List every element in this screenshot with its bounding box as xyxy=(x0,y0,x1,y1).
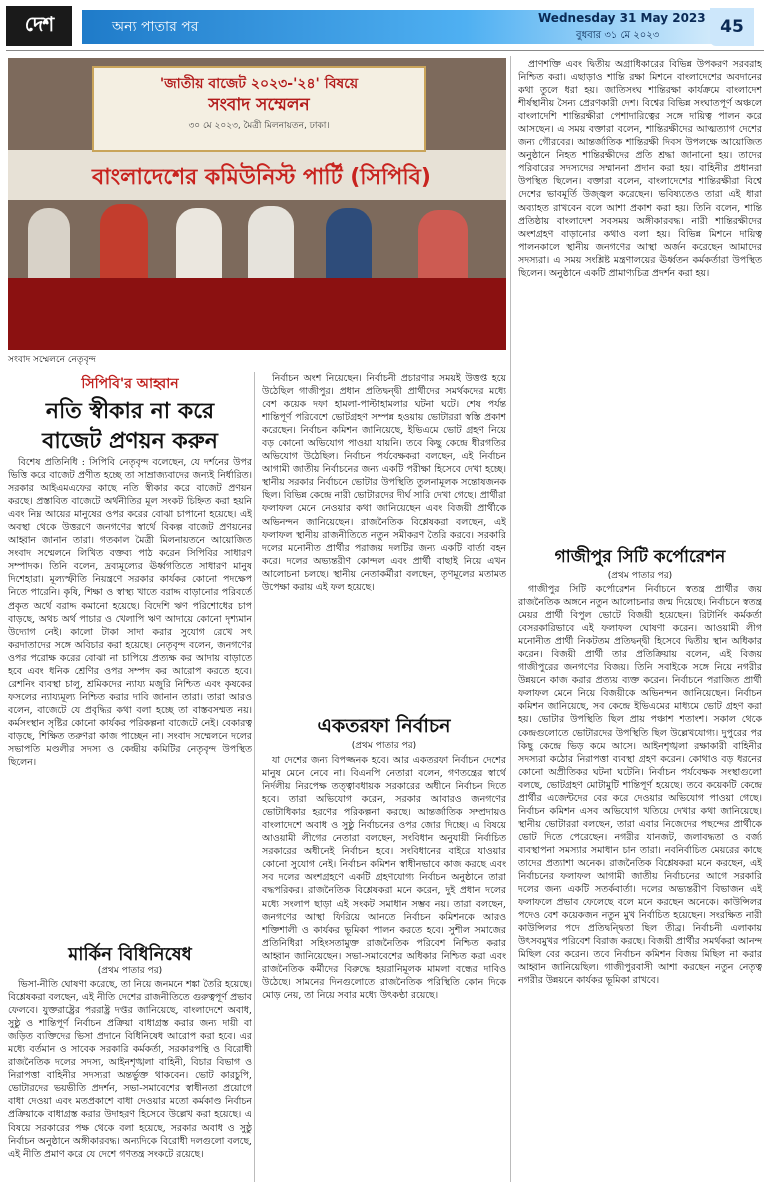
column-divider xyxy=(510,56,511,1182)
banner-line-1: 'জাতীয় বাজেট ২০২৩-'২৪' বিষয়ে xyxy=(159,76,359,92)
section-title: অন্য পাতার পর xyxy=(112,19,199,35)
article-text: যা দেশের জন্য বিপজ্জনক হবে। আর একতরফা নির্বাচন দেশের মানুষ মেনে নেবে না। বিএনপি নেতারা বলেন, গণতন্ত্রের স্বার্থে নির্দলীয় নিরপেক্ষ তত্ত্বাবধায়ক সরকারের অধীনে নির্বাচন দিতে হবে। তারা অভিযোগ করেন, সরকার আবারও জনগণের ভোটাধিকার হরণের পরিকল্পনা করছে। আন্তর্জাতিক সম্প্রদায়ও বাংলাদেশে অবাধ ও সুষ্ঠু নির্বাচনের ওপর জোর দিচ্ছে। এ বিষয়ে আওয়ামী লীগের নেতারা বলছেন, সংবিধান অনুযায়ী নির্বাচিত সরকারের অধীনেই নির্বাচন হবে। সংবিধানের বাইরে যাওয়ার কোনো সুযোগ নেই। নির্বাচন কমিশন স্বাধীনভাবে কাজ করছে এবং সব দলের অংশগ্রহণে একটি গ্রহণযোগ্য নির্বাচন অনুষ্ঠানে তারা বদ্ধপরিকর। রাজনৈতিক বিশ্লেষকরা মনে করেন, দুই প্রধান দলের মধ্যে সংলাপ ছাড়া এই সংকট সমাধান সম্ভব নয়। তারা বলছেন, জনগণের আস্থা ফিরিয়ে আনতে নির্বাচন কমিশনকে আরও শক্তিশালী ও কার্যকর ভূমিকা পালন করতে হবে। সুশীল সমাজের প্রতিনিধিরা সহিংসতামুক্ত রাজনৈতিক পরিবেশ নিশ্চিত করার আহ্বান জানিয়েছেন। সভা-সমাবেশের অধিকার নিশ্চিত করা এবং রাজনৈতিক কর্মীদের বিরুদ্ধে হয়রানিমূলক মামলা বন্ধের দাবিও উঠেছে। সামনের দিনগুলোতে রাজনৈতিক পরিস্থিতি কোন দিকে মোড় নেয়, তা নিয়ে সবার মধ্যে উৎকণ্ঠা রয়েছে। xyxy=(262,755,506,1001)
article-body xyxy=(8,456,252,926)
article-headline: গাজীপুর সিটি কর্পোরেশন xyxy=(554,547,726,567)
red-table-cover xyxy=(8,278,506,350)
date-english: Wednesday 31 May 2023 xyxy=(538,11,706,25)
banner-line-2: সংবাদ সম্মেলন xyxy=(208,95,310,115)
article-headline: বাজেট প্রণয়ন করুন xyxy=(42,429,218,454)
article-text: গাজীপুর সিটি কর্পোরেশন নির্বাচনে স্বতন্ত্র প্রার্থীর জয় রাজনৈতিক অঙ্গনে নতুন আলোচনার জন্ম দিয়েছে। নির্বাচনে স্বতন্ত্র মেয়র প্রার্থী বিপুল ভোটে বিজয়ী হয়েছেন। রিটার্নিং কর্মকর্তা বেসরকারিভাবে এই ফলাফল ঘোষণা করেন। আওয়ামী লীগ মনোনীত প্রার্থী নিকটতম প্রতিদ্বন্দ্বী হিসেবে দ্বিতীয় স্থান অধিকার করেন। বিজয়ী প্রার্থী তার প্রতিক্রিয়ায় বলেন, এই বিজয় গাজীপুরের জনগণের বিজয়। তিনি সবাইকে সঙ্গে নিয়ে নগরীর উন্নয়নে কাজ করার প্রত্যয় ব্যক্ত করেন। নির্বাচনে পরাজিত প্রার্থী ফলাফল মেনে নিয়ে বিজয়ীকে অভিনন্দন জানিয়েছেন। নির্বাচন কমিশন জানিয়েছে, সব কেন্দ্রে ইভিএমের মাধ্যমে ভোট গ্রহণ করা হয়। ভোটার উপস্থিতি ছিল প্রায় পঞ্চাশ শতাংশ। সকাল থেকে কেন্দ্রগুলোতে ভোটারদের উপস্থিতি ছিল উল্লেখযোগ্য। দুপুরের পর কিছু কেন্দ্রে ভিড় কমে আসে। আইনশৃঙ্খলা রক্ষাকারী বাহিনীর সদস্যরা কঠোর নিরাপত্তা ব্যবস্থা গ্রহণ করেন। কোথাও বড় ধরনের কোনো অপ্রীতিকর ঘটনা ঘটেনি। নির্বাচন পর্যবেক্ষক সংস্থাগুলো বলছে, ভোটগ্রহণ মোটামুটি শান্তিপূর্ণ হয়েছে। তবে কয়েকটি কেন্দ্রে প্রার্থীর এজেন্টদের বের করে দেওয়ার অভিযোগ পাওয়া গেছে। নির্বাচন কমিশন এসব অভিযোগ খতিয়ে দেখার কথা জানিয়েছে। স্থানীয় ভোটাররা বলছেন, তারা এবার নিজেদের পছন্দের প্রার্থীকে ভোট দিতে পেরেছেন। নগরীর যানজট, জলাবদ্ধতা ও বর্জ্য ব্যবস্থাপনা সমস্যার সমাধান চান তারা। নবনির্বাচিত মেয়রের কাছে তাদের প্রত্যাশা অনেক। রাজনৈতিক বিশ্লেষকরা মনে করছেন, এই নির্বাচনের ফলাফল আগামী জাতীয় নির্বাচনের আগে সরকারি দলের জন্য একটি সতর্কবার্তা। দলের অভ্যন্তরীণ বিভাজন এই ফলাফলে প্রভাব ফেলেছে বলে মনে করছেন অনেকে। কাউন্সিলর পদেও বেশ কয়েকজন নতুন মুখ নির্বাচিত হয়েছেন। সংরক্ষিত নারী কাউন্সিলর পদে প্রতিদ্বন্দ্বিতা ছিল তীব্র। নির্বাচনী এলাকায় উৎসবমুখর পরিবেশ বিরাজ করছে। বিজয়ী প্রার্থীর সমর্থকরা আনন্দ মিছিল বের করেন। তবে নির্বাচন কমিশন বিজয় মিছিল না করার আহ্বান জানিয়েছিল। গাজীপুরবাসী আশা করছেন নতুন নেতৃত্ব নগরীর উন্নয়নে কার্যকর ভূমিকা রাখবে। xyxy=(518,584,762,987)
article-body xyxy=(262,754,506,1182)
party-name-text: বাংলাদেশের কমিউনিস্ট পার্টি (সিপিবি) xyxy=(92,165,431,190)
article-headline: একতরফা নির্বাচন xyxy=(317,715,451,737)
article-text: বিশেষ প্রতিনিধি : সিপিবি নেতৃবৃন্দ বলেছেন, যে দর্শনের উপর ভিত্তি করে বাজেট প্রণীত হচ্ছে তা সাম্রাজ্যবাদের জন্যই নির্ধারিত। সরকার আইএমএফের কাছে নতি স্বীকার করে বাজেট প্রণয়ন করছে। প্রস্তাবিত বাজেটে অর্থনীতির মূল সংকট চিহ্নিত করা হয়নি এবং নিম্ন আয়ের মানুষের ওপর করের বোঝা চাপানো হয়েছে। এই অবস্থা থেকে উত্তরণে জনগণের স্বার্থে বিকল্প বাজেট প্রণয়নের আহ্বান জানান তারা। গতকাল মৈত্রী মিলনায়তনে আয়োজিত সংবাদ সম্মেলনে লিখিত বক্তব্য পাঠ করেন সিপিবির সাধারণ সম্পাদক। তিনি বলেন, দ্রব্যমূল্যের ঊর্ধ্বগতিতে সাধারণ মানুষ দিশেহারা। মূল্যস্ফীতি নিয়ন্ত্রণে সরকার কার্যকর কোনো পদক্ষেপ নিতে পারেনি। কৃষি, শিক্ষা ও স্বাস্থ্য খাতে বরাদ্দ বাড়ানোর পরিবর্তে প্রকৃত অর্থে বরাদ্দ কমানো হয়েছে। বিদেশি ঋণ পরিশোধের চাপ বাড়ছে, অথচ অর্থ পাচার ও খেলাপি ঋণ আদায়ে কোনো দৃশ্যমান উদ্যোগ নেই। কালো টাকা সাদা করার সুযোগ রেখে সৎ করদাতাদের সঙ্গে অবিচার করা হয়েছে। নেতৃবৃন্দ বলেন, জনগণের ওপর পরোক্ষ করের বোঝা না চাপিয়ে প্রত্যক্ষ কর আদায় বাড়াতে হবে এবং ধনিক শ্রেণির ওপর সম্পদ কর আরোপ করতে হবে। রেশনিং ব্যবস্থা চালু, শ্রমিকদের ন্যায্য মজুরি নিশ্চিত এবং কৃষকের ফসলের ন্যায্যমূল্য নিশ্চিত করার দাবি জানান তারা। তারা আরও বলেন, বাজেটে যে প্রবৃদ্ধির কথা বলা হচ্ছে তা বাস্তবসম্মত নয়। কর্মসংস্থান সৃষ্টির কোনো কার্যকর পরিকল্পনা বাজেটে নেই। বেকারত্ব বাড়ছে, শিক্ষিত তরুণরা কাজ পাচ্ছেন না। সংবাদ সম্মেলনে দলের সভাপতি মণ্ডলীর সদস্য ও কেন্দ্রীয় কমিটির নেতৃবৃন্দ উপস্থিত ছিলেন। xyxy=(8,457,252,769)
article-text: ভিসা-নীতি ঘোষণা করেছে, তা নিয়ে জনমনে শঙ্কা তৈরি হয়েছে। বিশ্লেষকরা বলছেন, এই নীতি দেশের রাজনীতিতে গুরুত্বপূর্ণ প্রভাব ফেলবে। যুক্তরাষ্ট্রের পররাষ্ট্র দপ্তর জানিয়েছে, বাংলাদেশে অবাধ, সুষ্ঠু ও শান্তিপূর্ণ নির্বাচন প্রক্রিয়া বাধাগ্রস্ত করার জন্য দায়ী বা জড়িত ব্যক্তিদের ভিসা প্রদানে বিধিনিষেধ আরোপ করা হবে। এর মধ্যে বর্তমান ও সাবেক সরকারি কর্মকর্তা, সরকারপন্থি ও বিরোধী রাজনৈতিক দলের সদস্য, আইনশৃঙ্খলা বাহিনী, বিচার বিভাগ ও নিরাপত্তা বাহিনীর সদস্যরা অন্তর্ভুক্ত থাকবেন। ভোট কারচুপি, ভোটারদের ভয়ভীতি প্রদর্শন, সভা-সমাবেশের স্বাধীনতা প্রয়োগে বাধা দেওয়া এবং মতপ্রকাশে বাধা দেওয়ার মতো কর্মকাণ্ড নির্বাচন প্রক্রিয়াকে বাধাগ্রস্ত করার উদাহরণ হিসেবে উল্লেখ করা হয়েছে। এ বিষয়ে সরকারের পক্ষ থেকে বলা হয়েছে, সরকার অবাধ ও সুষ্ঠু নির্বাচন অনুষ্ঠানে অঙ্গীকারবদ্ধ। অন্যদিকে বিরোধী দলগুলো বলছে, এই নীতি প্রমাণ করে যে দেশে গণতন্ত্র সংকটে রয়েছে। xyxy=(8,979,252,1160)
article-text: নির্বাচন অংশ নিয়েছেন। নির্বাচনী প্রচারণার সময়ই উত্তপ্ত হয়ে উঠেছিল গাজীপুর। প্রধান প্রতিদ্বন্দ্বী প্রার্থীদের সমর্থকদের মধ্যে বেশ কয়েক দফা হামলা-পাল্টাহামলার ঘটনা ঘটে। শেষ পর্যন্ত শান্তিপূর্ণ পরিবেশে ভোটগ্রহণ সম্পন্ন হওয়ায় ভোটাররা স্বস্তি প্রকাশ করেছেন। নির্বাচন কমিশন জানিয়েছে, ইভিএমে ভোট গ্রহণ নিয়ে বড় কোনো অভিযোগ পাওয়া যায়নি। তবে কিছু কেন্দ্রে ধীরগতির অভিযোগ উঠেছিল। নির্বাচন পর্যবেক্ষকরা বলছেন, এই নির্বাচন আগামী জাতীয় নির্বাচনের জন্য একটি পরীক্ষা হিসেবে দেখা হচ্ছে। স্থানীয় সরকার নির্বাচনে ভোটার উপস্থিতি তুলনামূলক সন্তোষজনক ছিল। বিভিন্ন কেন্দ্রে নারী ভোটারদের দীর্ঘ সারি দেখা গেছে। প্রার্থীরা ফলাফল মেনে নেওয়ার কথা জানিয়েছেন এবং বিজয়ী প্রার্থীকে অভিনন্দন জানিয়েছেন। রাজনৈতিক বিশ্লেষকরা বলছেন, এই ফলাফল স্থানীয় রাজনীতিতে নতুন সমীকরণ তৈরি করবে। সরকারি দলের মনোনীত প্রার্থীর পরাজয় দলটির জন্য একটি বার্তা বহন করে। দলের অভ্যন্তরীণ কোন্দল এবং প্রার্থী বাছাই নিয়ে এখন আলোচনা চলছে। স্থানীয় নেতাকর্মীরা বলছেন, তৃণমূলের মতামত উপেক্ষা করায় এই ফল হয়েছে। xyxy=(262,373,506,593)
article-body xyxy=(518,58,762,528)
article-subhead: (প্রথম পাতার পর) xyxy=(97,966,163,976)
event-banner xyxy=(92,66,426,152)
article-text: প্রাণশক্তি এবং দ্বিতীয় অগ্রাধিকারের বিভিন্ন উপকরণ সরবরাহ নিশ্চিত করা। এছাড়াও শান্তি রক্ষা মিশনে বাংলাদেশের অবদানের কথা তুলে ধরা হয়। জাতিসংঘ শান্তিরক্ষা কার্যক্রমে বাংলাদেশ শীর্ষস্থানীয় সৈন্য প্রেরণকারী দেশ। বিশ্বের বিভিন্ন সংঘাতপূর্ণ অঞ্চলে বাংলাদেশি শান্তিরক্ষীরা পেশাদারিত্বের সঙ্গে দায়িত্ব পালন করে আসছেন। এ সময় বক্তারা বলেন, শান্তিরক্ষীদের আত্মত্যাগ দেশের জন্য গৌরবের। আন্তর্জাতিক শান্তিরক্ষী দিবস উপলক্ষে আয়োজিত অনুষ্ঠানে নিহত শান্তিরক্ষীদের প্রতি শ্রদ্ধা জানানো হয়। তাদের পরিবারের সদস্যদের সম্মাননা প্রদান করা হয়। বাহিনীর প্রধানরা উপস্থিত ছিলেন। বক্তারা বলেন, বাংলাদেশের শান্তিরক্ষীরা বিশ্বে দেশের ভাবমূর্তি উজ্জ্বল করেছেন। ভবিষ্যতেও তারা এই ধারা অব্যাহত রাখবেন বলে আশা প্রকাশ করা হয়। তিনি বলেন, শান্তি প্রতিষ্ঠায় বাংলাদেশ সবসময় অঙ্গীকারবদ্ধ। নারী শান্তিরক্ষীদের অংশগ্রহণ বাড়ানোর কথাও বলা হয়। বিভিন্ন মিশনে দায়িত্ব পালনকালে স্থানীয় জনগণের আস্থা অর্জন করেছেন আমাদের সদস্যরা। এ সময় সংশ্লিষ্ট মন্ত্রণালয়ের ঊর্ধ্বতন কর্মকর্তারা উপস্থিত ছিলেন। অনুষ্ঠানে একটি প্রামাণ্যচিত্র প্রদর্শন করা হয়। xyxy=(518,59,762,279)
article-subhead: (প্রথম পাতার পর) xyxy=(351,741,417,751)
banner-line-3: ৩০ মে ২০২৩, মৈত্রী মিলনায়তন, ঢাকা। xyxy=(188,121,330,131)
article-body xyxy=(8,978,252,1182)
newspaper-logo xyxy=(6,6,72,46)
article-body xyxy=(262,372,506,702)
photo-caption: সংবাদ সম্মেলনে নেতৃবৃন্দ xyxy=(8,355,96,365)
logo-text: দেশ xyxy=(24,11,54,36)
date-bangla: বুধবার ৩১ মে ২০২৩ xyxy=(576,30,660,41)
page-header xyxy=(0,0,770,52)
article-kicker: সিপিবি'র আহ্বান xyxy=(81,376,179,392)
header-rule xyxy=(6,50,764,51)
article-headline: মার্কিন বিধিনিষেধ xyxy=(68,944,192,965)
column-divider xyxy=(254,372,255,1182)
press-conference-photo xyxy=(8,58,506,350)
page-number: 45 xyxy=(710,8,754,46)
article-subhead: (প্রথম পাতার পর) xyxy=(607,571,673,581)
article-headline: নতি স্বীকার না করে xyxy=(45,399,215,424)
article-body xyxy=(518,583,762,1182)
